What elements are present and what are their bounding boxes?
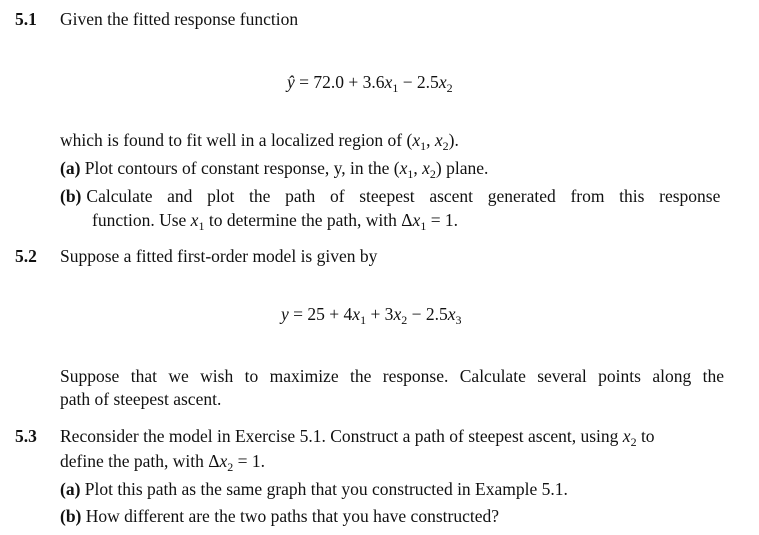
exercise-5-2-intro: Suppose a fitted first-order model is given by: [60, 246, 378, 266]
exercise-number-5-2: 5.2: [15, 246, 37, 266]
exercise-5-1-part-b-cont: function. Use $x_1$ to determine the path, with $\Delta x_1 = 1$.: [92, 210, 459, 233]
exercise-5-3-intro-cont: define the path, with $\Delta x_2 = 1$.: [60, 451, 266, 474]
equation-5-2: $y = 25 + 4x_1 + 3x_2 - 2.5x_3$: [281, 304, 462, 327]
exercise-5-3-part-b: (b) How different are the two paths that you have constructed?: [60, 506, 499, 526]
exercise-5-1-part-a: (a) Plot contours of constant response, y, in the ($x_1$, $x_2$) plane.: [60, 158, 489, 181]
exercise-5-2-text-line1: Suppose that we wish to maximize the response. Calculate several points along the: [60, 366, 724, 386]
exercise-number-5-1: 5.1: [15, 9, 37, 29]
exercise-number-5-3: 5.3: [15, 426, 37, 446]
exercise-5-2-text-line2: path of steepest ascent.: [60, 389, 222, 409]
exercise-5-1-context: which is found to fit well in a localized region of ($x_1$, $x_2$).: [60, 130, 459, 153]
equation-5-1: ŷ = $72.0 + 3.6x_1 - 2.5x_2$: [287, 72, 453, 95]
exercise-5-3-part-a: (a) Plot this path as the same graph that you constructed in Example 5.1.: [60, 479, 568, 499]
exercise-5-1-intro: Given the fitted response function: [60, 9, 299, 29]
exercise-5-3-intro: Reconsider the model in Exercise 5.1. Construct a path of steepest ascent, using $x_2$ to: [60, 426, 655, 449]
exercise-5-1-part-b: (b) Calculate and plot the path of steepest ascent generated from this response: [60, 186, 721, 206]
